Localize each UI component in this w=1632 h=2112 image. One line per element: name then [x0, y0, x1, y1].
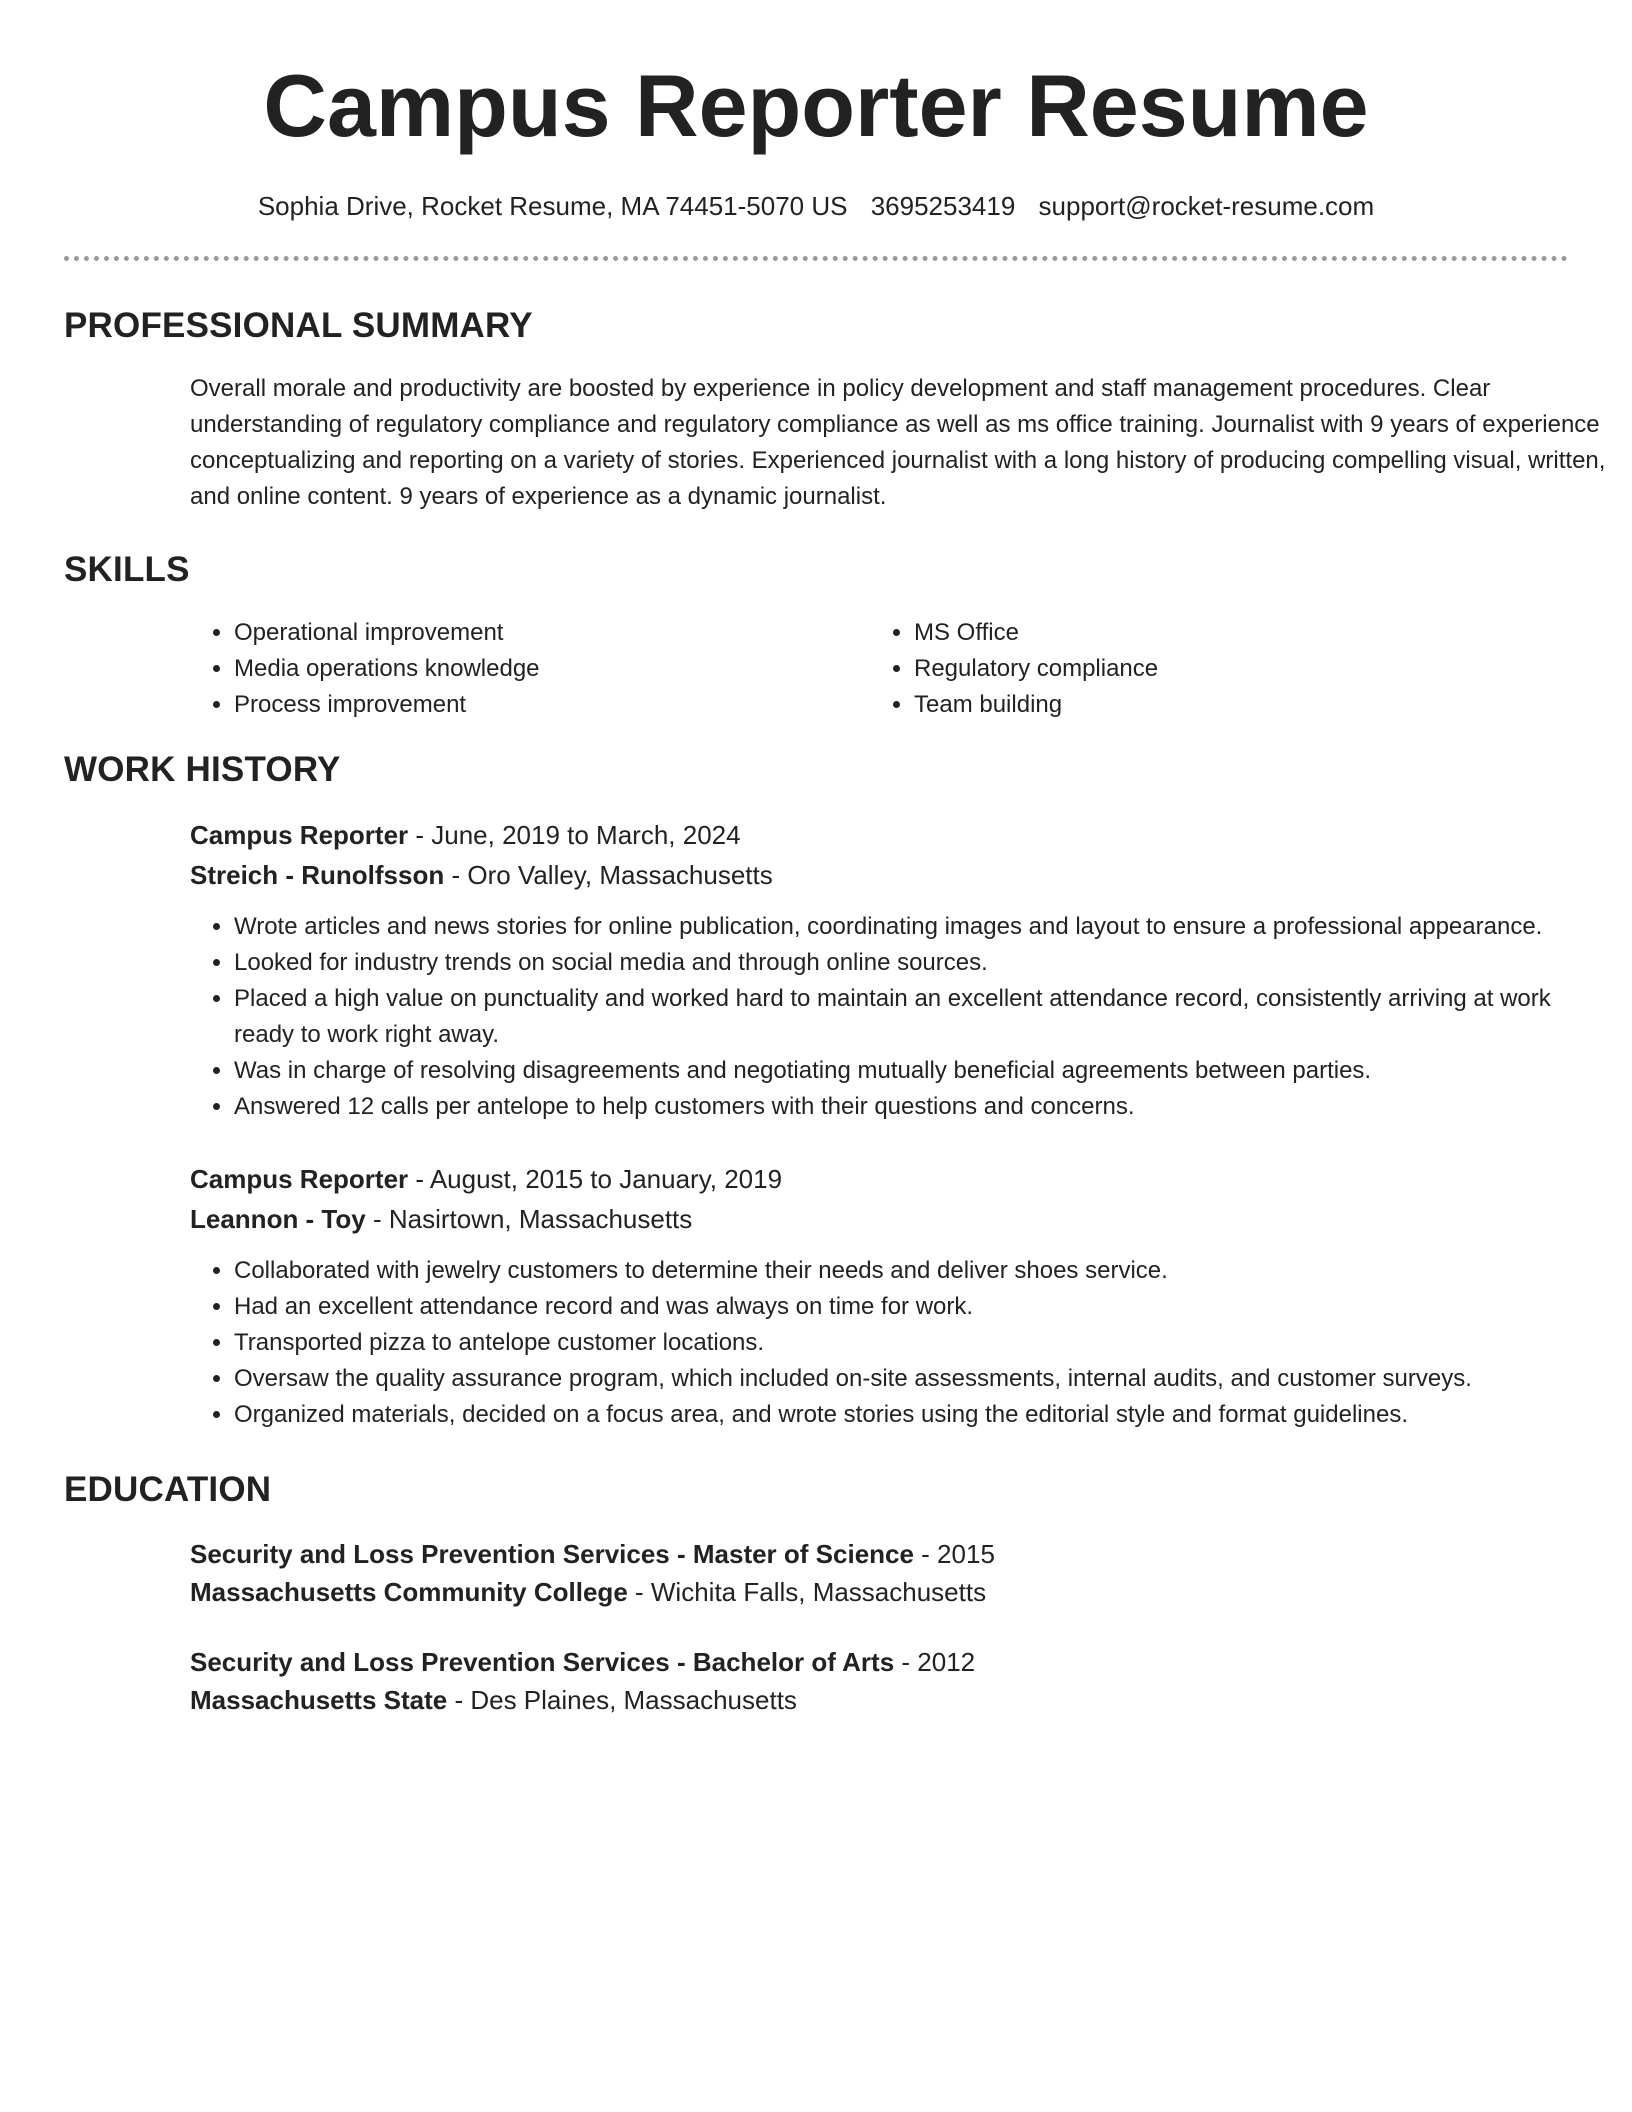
skills-list: [190, 615, 1590, 723]
job-bullet: • Had an excellent attendance record and was always on time for work.: [234, 1289, 1610, 1325]
education-entry: [190, 1535, 1610, 1611]
skill-item: • MS Office: [914, 615, 1550, 651]
job-bullet: • Placed a high value on punctuality and worked hard to maintain an excellent attendance record, consistently arriving at work ready to work right away.: [234, 981, 1610, 1053]
education-year: - 2015: [913, 1539, 995, 1569]
skills-heading: SKILLS: [64, 550, 190, 589]
skill-item: • Team building: [914, 687, 1550, 723]
job-bullet: • Oversaw the quality assurance program, which included on-site assessments, internal audits, and customer surveys.: [234, 1361, 1610, 1397]
education-degree-line: [190, 1643, 1610, 1681]
education-school-line: [190, 1681, 1610, 1719]
header-divider: [64, 256, 1568, 261]
job-bullet: • Looked for industry trends on social media and through online sources.: [234, 945, 1610, 981]
education-year: - 2012: [894, 1647, 976, 1677]
work-history-heading: WORK HISTORY: [64, 750, 341, 789]
job-title: Campus Reporter: [190, 820, 409, 850]
skill-item: • Process improvement: [234, 687, 870, 723]
education-school: Massachusetts State: [190, 1685, 448, 1715]
contact-info: [64, 190, 1568, 222]
job-bullet: • Was in charge of resolving disagreements and negotiating mutually beneficial agreements between parties.: [234, 1053, 1610, 1089]
education-degree: Security and Loss Prevention Services - Master of Science: [190, 1539, 914, 1569]
job-entry: [190, 1159, 1610, 1433]
job-dates: - August, 2015 to January, 2019: [408, 1164, 783, 1194]
job-company: Leannon - Toy: [190, 1204, 366, 1234]
summary-heading: PROFESSIONAL SUMMARY: [64, 306, 533, 345]
education-heading: EDUCATION: [64, 1470, 272, 1509]
job-bullet: • Organized materials, decided on a focus area, and wrote stories using the editorial style and format guidelines.: [234, 1397, 1610, 1433]
education-entry: [190, 1643, 1610, 1719]
job-title: Campus Reporter: [190, 1164, 409, 1194]
skill-item: • Operational improvement: [234, 615, 870, 651]
job-location: - Oro Valley, Massachusetts: [444, 860, 773, 890]
job-entry: [190, 815, 1610, 1125]
education-school-line: [190, 1573, 1610, 1611]
education-location: - Wichita Falls, Massachusetts: [627, 1577, 987, 1607]
skills-column-1: [190, 615, 870, 723]
summary-text: Overall morale and productivity are boosted by experience in policy development and staff management procedures. Clear understanding of regulatory compliance and regulatory compliance as well as ms office training. Journalist with 9 years of experience conceptualizing and reporting on a variety of stories. Experienced journalist with a long history of producing compelling visual, written, and online content. 9 years of experience as a dynamic journalist.: [190, 375, 1606, 510]
job-bullet: • Answered 12 calls per antelope to help customers with their questions and concerns.: [234, 1089, 1610, 1125]
job-location: - Nasirtown, Massachusetts: [365, 1204, 693, 1234]
job-bullet: • Transported pizza to antelope customer locations.: [234, 1325, 1610, 1361]
job-company-line: [190, 1199, 1610, 1239]
contact-address: Sophia Drive, Rocket Resume, MA 74451-5070 US: [257, 191, 848, 221]
skill-item: • Regulatory compliance: [914, 651, 1550, 687]
job-title-line: [190, 815, 1610, 855]
contact-phone: 3695253419: [870, 191, 1016, 221]
job-bullets: [190, 909, 1610, 1125]
job-title-line: [190, 1159, 1610, 1199]
contact-email: support@rocket-resume.com: [1038, 191, 1375, 221]
job-company-line: [190, 855, 1610, 895]
skill-item: • Media operations knowledge: [234, 651, 870, 687]
skills-column-2: [870, 615, 1550, 723]
job-bullet: • Collaborated with jewelry customers to determine their needs and deliver shoes service.: [234, 1253, 1610, 1289]
job-dates: - June, 2019 to March, 2024: [408, 820, 741, 850]
education-degree: Security and Loss Prevention Services - Bachelor of Arts: [190, 1647, 895, 1677]
job-company: Streich - Runolfsson: [190, 860, 445, 890]
job-bullets: [190, 1253, 1610, 1433]
resume-title: Campus Reporter Resume: [263, 56, 1369, 155]
education-degree-line: [190, 1535, 1610, 1573]
job-bullet: • Wrote articles and news stories for online publication, coordinating images and layout to ensure a professional appearance.: [234, 909, 1610, 945]
education-location: - Des Plaines, Massachusetts: [447, 1685, 797, 1715]
education-school: Massachusetts Community College: [190, 1577, 628, 1607]
